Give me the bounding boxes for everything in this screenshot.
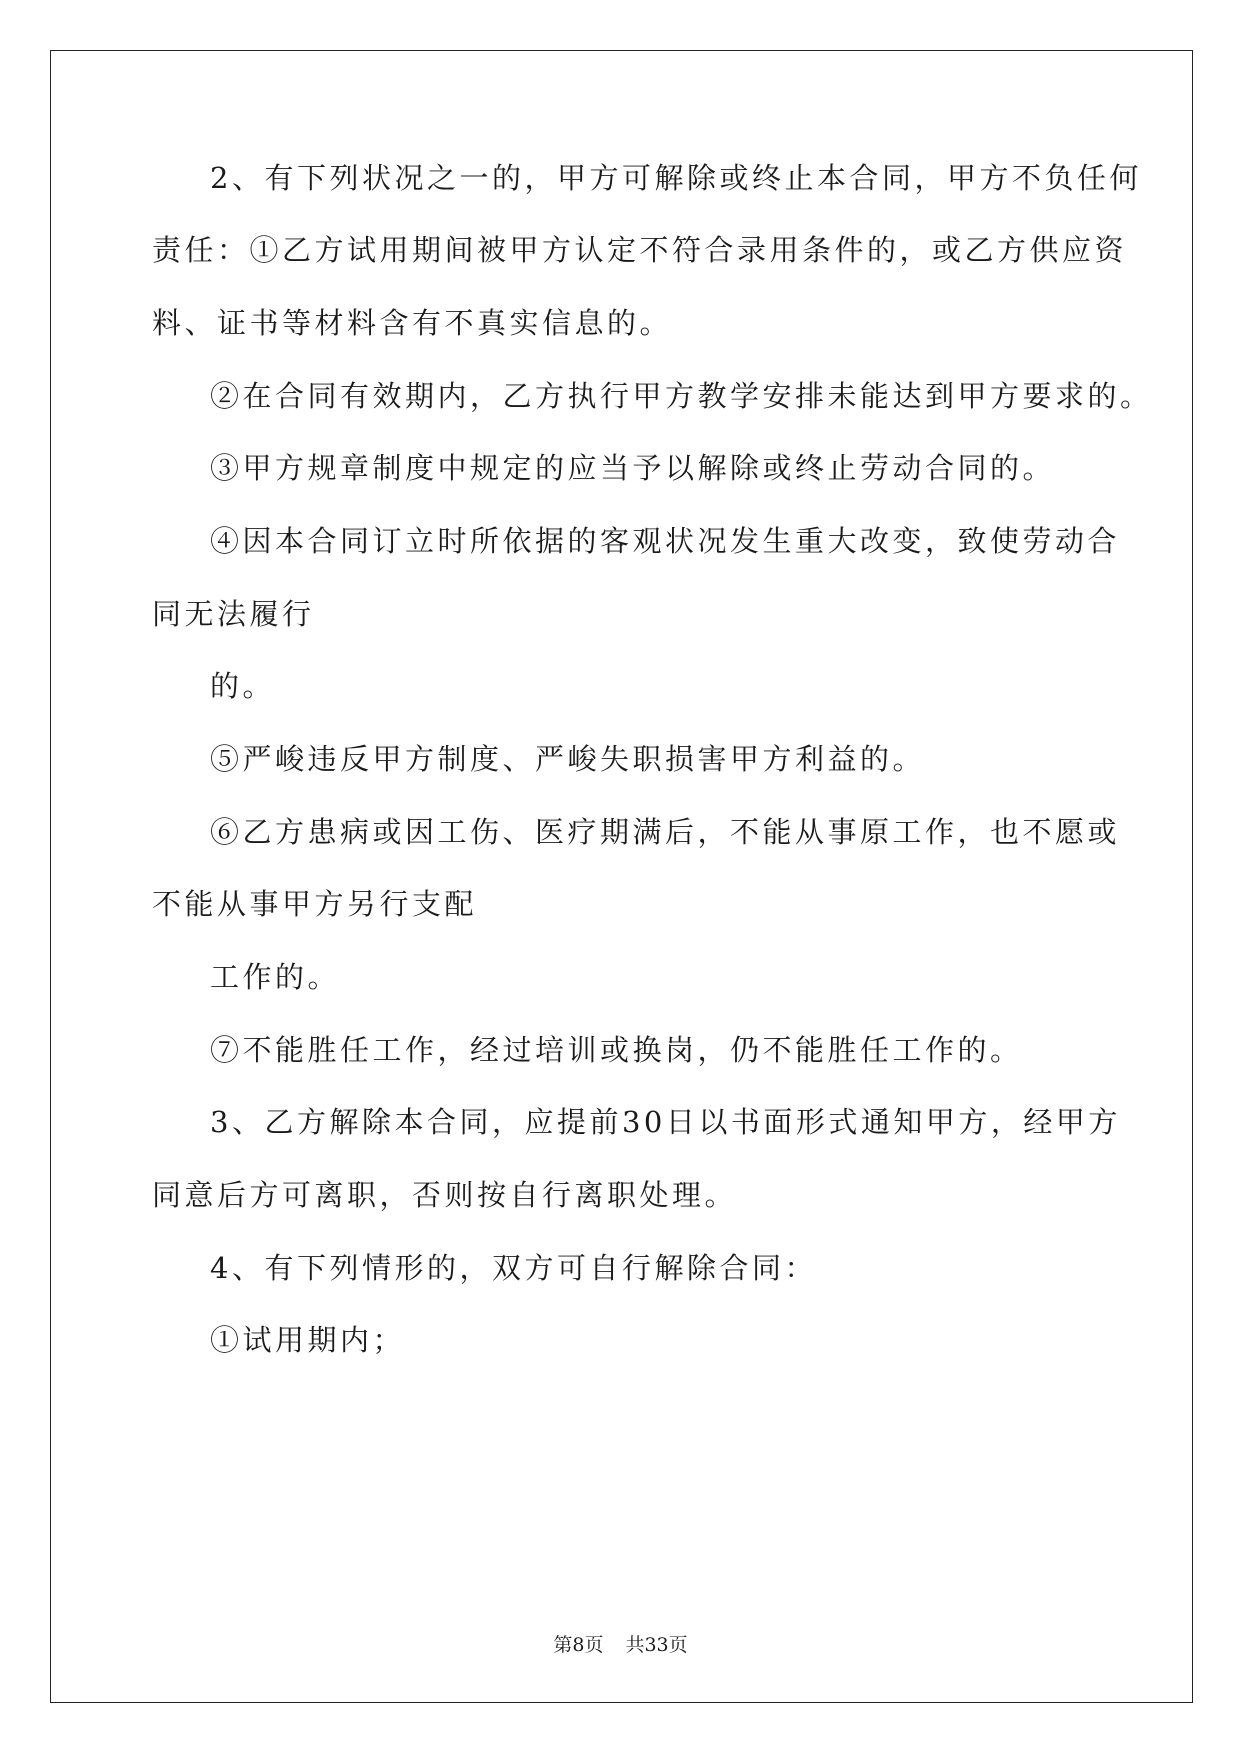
text-line: ①试用期内； [210, 1323, 406, 1357]
text-line: 同意后方可离职，否则按自行离职处理。 [152, 1178, 738, 1212]
text-line: ⑦不能胜任工作，经过培训或换岗，仍不能胜任工作的。 [210, 1033, 1023, 1067]
text-line: ⑤严峻违反甲方制度、严峻失职损害甲方利益的。 [210, 742, 926, 776]
page-footer [0, 1630, 1241, 1657]
text-line: ④因本合同订立时所依据的客观状况发生重大改变，致使劳动合 [210, 524, 1121, 558]
text-line: 3、乙方解除本合同，应提前30日以书面形式通知甲方，经甲方 [210, 1105, 1121, 1139]
page-frame [50, 50, 1193, 1703]
text-line: 4、有下列情形的，双方可自行解除合同： [210, 1251, 817, 1285]
text-line: ②在合同有效期内，乙方执行甲方教学安排未能达到甲方要求的。 [210, 379, 1153, 413]
text-line: 2、有下列状况之一的，甲方可解除或终止本合同，甲方不负任何 [210, 161, 1142, 195]
text-line: 不能从事甲方另行支配 [152, 887, 478, 921]
total-pages: 共33页 [625, 1634, 688, 1656]
text-line: ③甲方规章制度中规定的应当予以解除或终止劳动合同的。 [210, 451, 1056, 485]
text-line: 同无法履行 [152, 597, 315, 631]
text-line: 的。 [210, 669, 276, 703]
text-line: 料、证书等材料含有不真实信息的。 [152, 306, 673, 340]
text-line: ⑥乙方患病或因工伤、医疗期满后，不能从事原工作，也不愿或 [210, 815, 1121, 849]
text-line: 责任：①乙方试用期间被甲方认定不符合录用条件的，或乙方供应资 [152, 233, 1128, 267]
current-page-number: 第8页 [553, 1634, 604, 1656]
text-line: 工作的。 [210, 960, 341, 994]
